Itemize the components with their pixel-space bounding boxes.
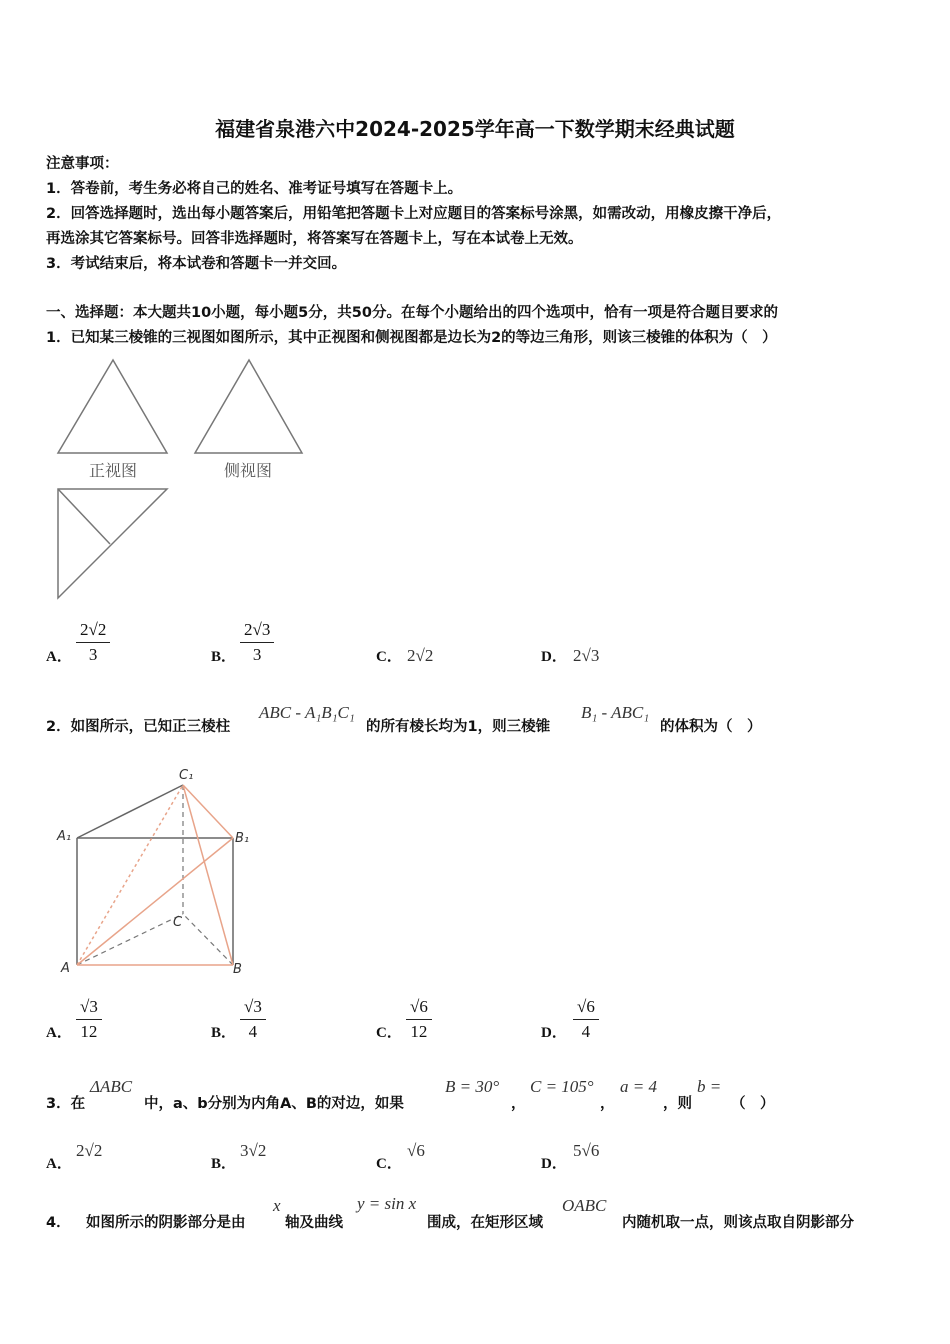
notice-item-3: 3．考试结束后，将本试卷和答题卡一并交回。 — [46, 256, 347, 272]
q1-option-b-letter: B． — [211, 649, 237, 665]
q2-option-d-letter: D． — [541, 1025, 567, 1041]
page-title: 福建省泉港六中2024-2025学年高一下数学期末经典试题 — [215, 117, 735, 141]
q1-option-a-letter: A． — [46, 649, 72, 665]
q2-option-d-num: √6 — [573, 997, 599, 1020]
q2-middle: 的所有棱长均为1，则三棱锥 — [366, 719, 551, 735]
q2-option-a-den: 12 — [80, 1021, 98, 1041]
q1-option-b-num: 2√3 — [240, 620, 274, 643]
notice-heading: 注意事项： — [46, 156, 119, 172]
q4-x: x — [273, 1196, 281, 1215]
q1-text: 1．已知某三棱锥的三视图如图所示，其中正视图和侧视图都是边长为2的等边三角形，则该三棱锥的体积为（ ） — [46, 330, 777, 346]
q3-option-a-letter: A． — [46, 1156, 72, 1172]
q3-cond-b: B = 30° — [445, 1077, 500, 1096]
front-view-label: 正视图 — [88, 461, 138, 480]
q4-part1: 如图所示的阴影部分是由 — [86, 1215, 246, 1231]
q3-option-d-letter: D． — [541, 1156, 567, 1172]
notice-item-2: 2．回答选择题时，选出每小题答案后，用铅笔把答题卡上对应题目的答案标号涂黑，如需改动，用橡皮擦干净后， — [46, 206, 782, 222]
label-b1: B₁ — [235, 831, 250, 846]
q1-option-a[interactable] — [76, 620, 110, 664]
q2-prism: ABC - A₁B₁C₁ — [259, 703, 355, 722]
q4-curve: y = sin x — [357, 1194, 417, 1213]
label-a1: A₁ — [57, 829, 72, 844]
q2-option-c[interactable] — [406, 997, 432, 1041]
q3-cond-c: C = 105° — [530, 1077, 594, 1096]
q3-prefix: 3．在 — [46, 1096, 86, 1112]
q3-sep1: ， — [511, 1096, 526, 1112]
q2-option-b-den: 4 — [248, 1021, 258, 1041]
q2-option-d[interactable] — [573, 997, 599, 1041]
q1-option-b[interactable] — [240, 620, 274, 664]
q4-rect: OABC — [562, 1196, 607, 1215]
q1-option-b-den: 3 — [252, 644, 262, 664]
q2-option-c-num: √6 — [406, 997, 432, 1020]
q2-prefix: 2．如图所示，已知正三棱柱 — [46, 719, 231, 735]
q3-sep2: ， — [600, 1096, 615, 1112]
q2-option-b-num: √3 — [240, 997, 266, 1020]
q2-option-a-num: √3 — [76, 997, 102, 1020]
q4-part4: 内随机取一点，则该点取自阴影部分 — [622, 1215, 854, 1231]
q2-option-c-den: 12 — [410, 1021, 428, 1041]
q3-ask: b = — [697, 1077, 722, 1096]
side-view-triangle — [195, 360, 302, 453]
label-c1: C₁ — [179, 768, 194, 783]
q3-cond-a: a = 4 — [620, 1077, 657, 1096]
q4-part3: 围成，在矩形区域 — [427, 1215, 543, 1231]
label-a: A — [61, 961, 70, 976]
side-view-label: 侧视图 — [223, 461, 273, 480]
q3-middle: 中，a、b分别为内角A、B的对边，如果 — [144, 1096, 404, 1112]
q3-option-b-letter: B． — [211, 1156, 237, 1172]
front-view-triangle — [58, 360, 167, 453]
q3-option-b[interactable]: 3√2 — [240, 1141, 267, 1160]
notice-item-2-cont: 再选涂其它答案标号。回答非选择题时，将答案写在答题卡上，写在本试卷上无效。 — [46, 231, 583, 247]
q1-option-c[interactable]: 2√2 — [407, 646, 434, 665]
q2-option-b-letter: B． — [211, 1025, 237, 1041]
top-view-inner-line — [58, 489, 110, 544]
label-c: C — [173, 915, 183, 930]
q3-option-c[interactable]: √6 — [407, 1141, 425, 1160]
q2-option-b[interactable] — [240, 997, 266, 1041]
q1-option-d[interactable]: 2√3 — [573, 646, 600, 665]
q2-option-a-letter: A． — [46, 1025, 72, 1041]
section-heading: 一、选择题：本大题共10小题，每小题5分，共50分。在每个小题给出的四个选项中，恰有一项是符合题目要求的 — [46, 305, 778, 321]
q3-paren: （ ） — [731, 1096, 775, 1112]
q2-suffix: 的体积为（ ） — [660, 719, 762, 735]
q3-option-d[interactable]: 5√6 — [573, 1141, 600, 1160]
q3-option-a[interactable]: 2√2 — [76, 1141, 103, 1160]
q3-then: ，则 — [663, 1096, 692, 1112]
q1-option-c-letter: C． — [376, 649, 402, 665]
q4-number: 4． — [46, 1215, 71, 1231]
q3-option-c-letter: C． — [376, 1156, 402, 1172]
q3-triangle: ΔABC — [90, 1077, 133, 1096]
q2-option-c-letter: C． — [376, 1025, 402, 1041]
q1-three-view-figure — [50, 355, 320, 605]
label-b: B — [233, 962, 242, 977]
q1-option-d-letter: D． — [541, 649, 567, 665]
q1-option-a-num: 2√2 — [76, 620, 110, 643]
notice-item-1: 1．答卷前，考生务必将自己的姓名、准考证号填写在答题卡上。 — [46, 181, 463, 197]
q2-prism-figure — [55, 762, 265, 982]
q2-option-d-den: 4 — [581, 1021, 591, 1041]
q1-option-a-den: 3 — [88, 644, 98, 664]
q2-option-a[interactable] — [76, 997, 102, 1041]
q2-pyramid: B₁ - ABC₁ — [581, 703, 650, 722]
q4-part2: 轴及曲线 — [285, 1215, 343, 1231]
